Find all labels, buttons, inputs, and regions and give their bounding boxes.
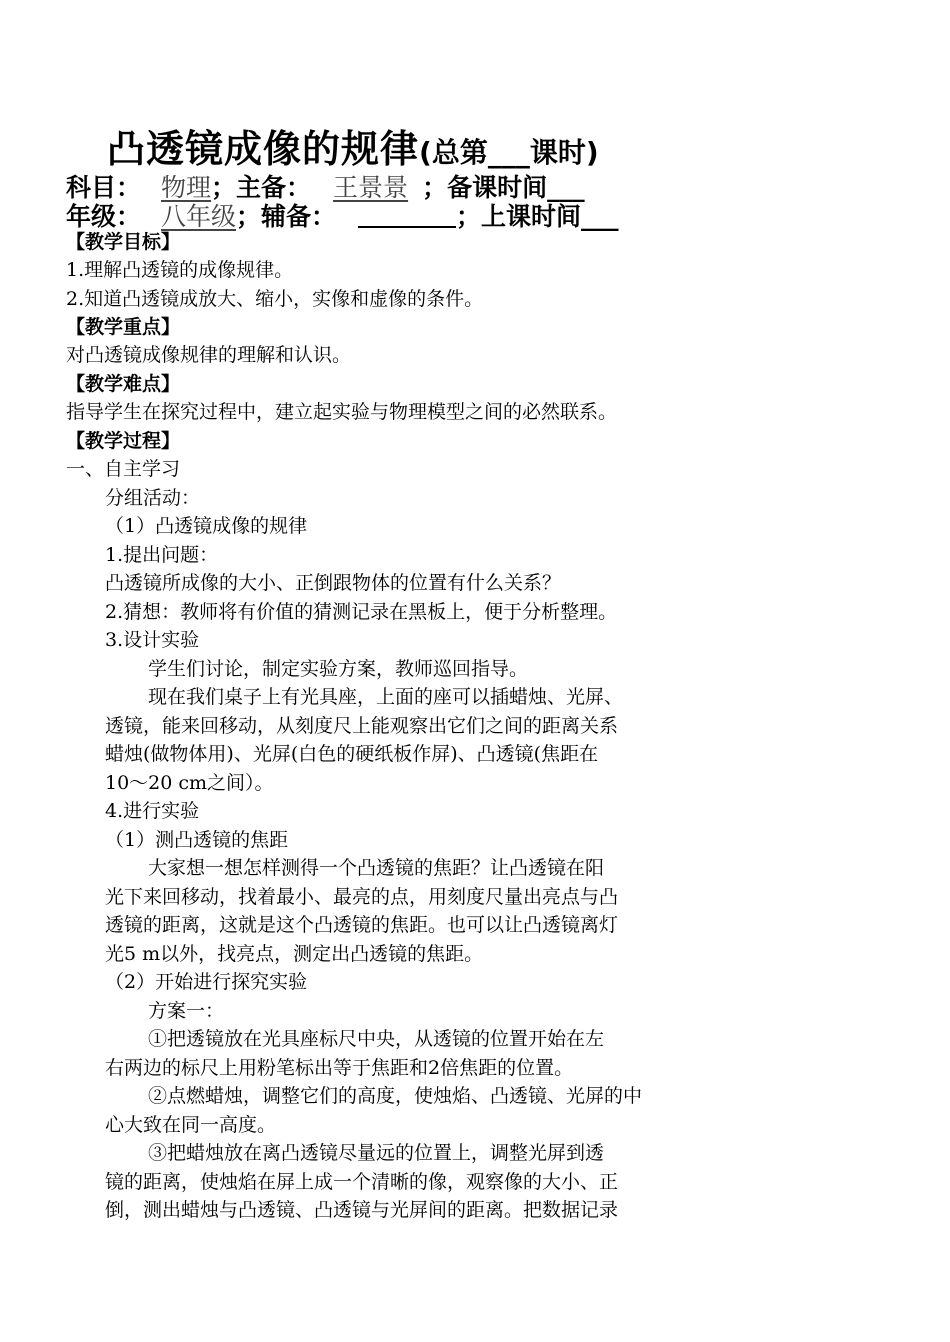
paragraph-line: 右两边的标尺上用粉笔标出等于焦距和2倍焦距的位置。 (105, 1057, 574, 1079)
paragraph-line: 光5 m以外，找亮点，测定出凸透镜的焦距。 (105, 943, 484, 965)
lead-label: ；主备： (211, 173, 312, 202)
prep-time-label: ；备课时间___ (422, 173, 585, 202)
key-text: 对凸透镜成像规律的理解和认识。 (66, 344, 352, 366)
difficulty-heading: 【教学难点】 (66, 373, 181, 395)
step-3-design: 3.设计实验 (105, 629, 200, 651)
grade-value: 八年级 (161, 202, 237, 231)
difficulty-text: 指导学生在探究过程中，建立起实验与物理模型之间的必然联系。 (66, 401, 618, 423)
paragraph-line: ②点燃蜡烛，调整它们的高度，使烛焰、凸透镜、光屏的中 (148, 1085, 643, 1107)
assist-blank (358, 226, 456, 228)
step-4-experiment: 4.进行实验 (105, 800, 200, 822)
question-text: 凸透镜所成像的大小、正倒跟物体的位置有什么关系？ (105, 572, 562, 594)
document-title (107, 118, 599, 173)
title-lesson-count: (总第___课时) (419, 136, 599, 169)
subsection-focal-length: （1）测凸透镜的焦距 (105, 829, 289, 851)
paragraph-line: 透镜，能来回移动，从刻度尺上能观察出它们之间的距离关系 (105, 715, 619, 737)
subsection-explore: （2）开始进行探究实验 (105, 971, 308, 993)
lead-value: 王景景 (333, 173, 409, 202)
step-2-guess: 2.猜想：教师将有价值的猜测记录在黑板上，便于分析整理。 (105, 601, 618, 623)
paragraph-line: 心大致在同一高度。 (105, 1114, 277, 1136)
paragraph-line: 蜡烛(做物体用)、光屏(白色的硬纸板作屏)、凸透镜(焦距在 (105, 743, 599, 765)
paragraph-line: ①把透镜放在光具座标尺中央，从透镜的位置开始在左 (148, 1028, 605, 1050)
paragraph-line: 现在我们桌子上有光具座，上面的座可以插蜡烛、光屏、 (148, 686, 624, 708)
key-heading: 【教学重点】 (66, 316, 181, 338)
assist-label: ；辅备： (236, 202, 337, 231)
paragraph-line: 倒，测出蜡烛与凸透镜、凸透镜与光屏间的距离。把数据记录 (105, 1199, 619, 1221)
group-activity: 分组活动： (105, 487, 201, 509)
section-self-study: 一、自主学习 (66, 458, 181, 480)
paragraph-line: 10～20 cm之间）。 (105, 772, 274, 794)
subject-value: 物理 (161, 173, 212, 202)
goals-heading: 【教学目标】 (66, 231, 181, 253)
class-time-label: ；上课时间___ (456, 202, 619, 231)
paragraph-line: ③把蜡烛放在离凸透镜尽量远的位置上，调整光屏到透 (148, 1142, 605, 1164)
goal-2: 2.知道凸透镜成放大、缩小，实像和虚像的条件。 (66, 288, 484, 310)
paragraph-line: 光下来回移动，找着最小、最亮的点，用刻度尺量出亮点与凸 (105, 886, 619, 908)
grade-label: 年级： (66, 202, 142, 231)
paragraph-line: 大家想一想怎样测得一个凸透镜的焦距？让凸透镜在阳 (148, 857, 605, 879)
plan-one: 方案一： (148, 1000, 225, 1022)
subject-label: 科目： (66, 173, 142, 202)
process-heading: 【教学过程】 (66, 430, 181, 452)
paragraph-line: 透镜的距离，这就是这个凸透镜的焦距。也可以让凸透镜离灯 (105, 914, 619, 936)
step-1-question: 1.提出问题： (105, 544, 219, 566)
subsection-lens-imaging: （1）凸透镜成像的规律 (105, 515, 308, 537)
title-main: 凸透镜成像的规律 (107, 127, 420, 171)
paragraph-line: 镜的距离，使烛焰在屏上成一个清晰的像，观察像的大小、正 (105, 1171, 619, 1193)
goal-1: 1.理解凸透镜的成像规律。 (66, 259, 294, 281)
paragraph-line: 学生们讨论，制定实验方案，教师巡回指导。 (148, 658, 529, 680)
